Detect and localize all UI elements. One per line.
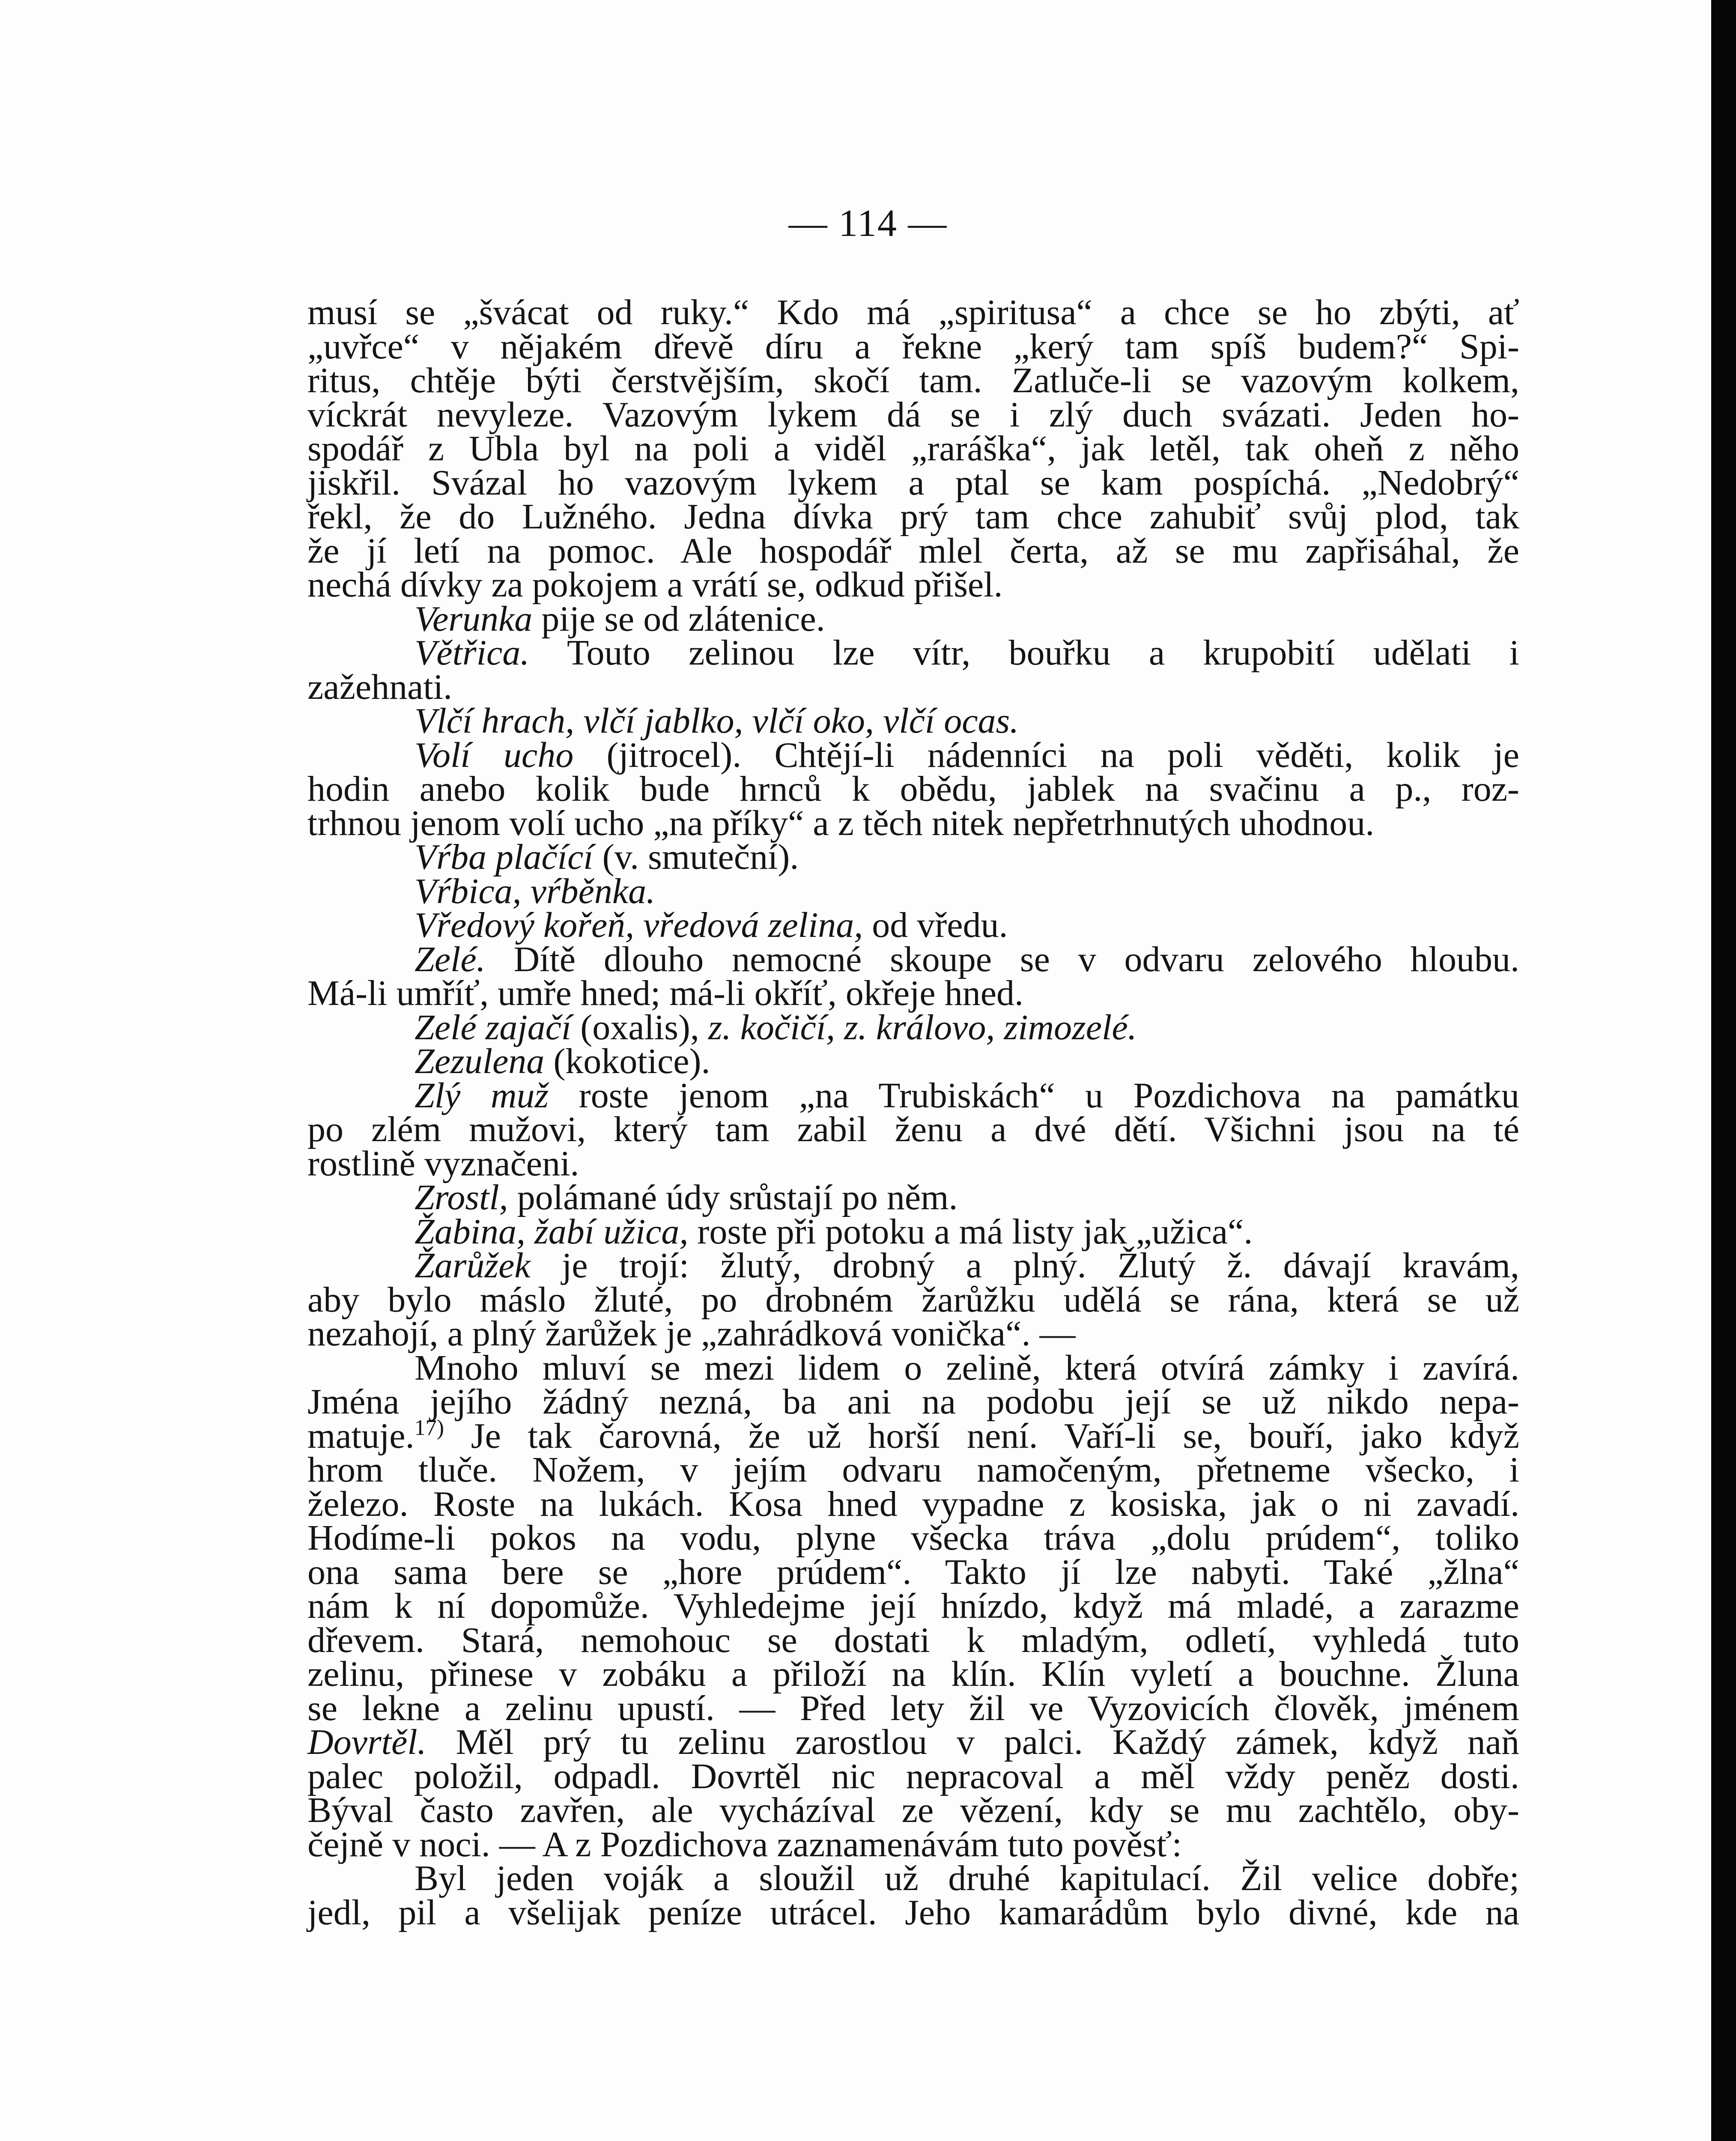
text-run: roste jenom „na Trubiskách“ u Pozdichova na památku: [549, 1075, 1519, 1115]
text-run: Byl jeden voják a sloužil už druhé kapitulací. Žil velice dobře;: [415, 1858, 1519, 1898]
text-run: matuje.: [307, 1416, 415, 1456]
italic-term: Vŕbica, vŕběnka.: [415, 871, 656, 911]
body-line: [307, 769, 1519, 809]
body-line: [307, 1314, 1519, 1354]
scan-edge-shadow: [1711, 0, 1736, 2141]
text-run: Jména jejího žádný nezná, ba ani na podobu její se už nikdo nepa-: [307, 1382, 1519, 1422]
body-line: [307, 1007, 1519, 1047]
italic-term: Zelé zajačí: [415, 1007, 572, 1047]
body-line: [307, 394, 1519, 435]
italic-term: Dovrtěl.: [307, 1722, 427, 1762]
body-line: [307, 1518, 1519, 1558]
body-line: [307, 599, 1519, 639]
body-line: [307, 1109, 1519, 1149]
text-run: rostlině vyznačeni.: [307, 1143, 579, 1184]
body-line: [307, 1143, 1519, 1184]
text-run: dřevem. Stará, nemohouc se dostati k mladým, odletí, vyhledá tuto: [307, 1620, 1519, 1660]
italic-term: Vředový kořeň, vředová zelina,: [415, 905, 863, 945]
body-line: [307, 973, 1519, 1013]
body-line: [307, 1211, 1519, 1252]
text-run: Mnoho mluví se mezi lidem o zelině, která otvírá zámky i zavírá.: [415, 1348, 1519, 1388]
body-line: [307, 1450, 1519, 1490]
body-line: [307, 1722, 1519, 1762]
body-line: [307, 1041, 1519, 1081]
body-line: [307, 837, 1519, 877]
text-run: nechá dívky za pokojem a vrátí se, odkud přišel.: [307, 565, 1003, 605]
text-run: Touto zelinou lze vítr, bouřku a krupobití udělati i: [529, 633, 1519, 673]
text-run: spodář z Ubla byl na poli a viděl „raráška“, jak letěl, tak oheň z něho: [307, 429, 1519, 468]
text-run: hodin anebo kolik bude hrnců k obědu, jablek na svačinu a p., roz-: [307, 769, 1519, 809]
main-text: [307, 292, 1519, 1932]
body-line: [307, 292, 1519, 332]
text-run: se lekne a zelinu upustí. — Před lety žil ve Vyzovicích člověk, jménem: [307, 1688, 1519, 1728]
text-run: jiskřil. Svázal ho vazovým lykem a ptal se kam pospíchá. „Nedobrý“: [307, 462, 1519, 503]
text-run: Hodíme-li pokos na vodu, plyne všecka tráva „dolu prúdem“, toliko: [307, 1518, 1519, 1558]
text-run: je trojí: žlutý, drobný a plný. Žlutý ž. dávají kravám,: [530, 1246, 1519, 1285]
italic-term: Vlčí hrach, vlčí jablko, vlčí oko, vlčí ocas.: [415, 701, 1019, 741]
text-run: Je tak čarovná, že už horší není. Vaří-li se, bouří, jako když: [444, 1416, 1519, 1456]
body-line: [307, 1279, 1519, 1320]
text-run: čejně v noci. — A z Pozdichova zaznamenávám tuto pověsť:: [307, 1824, 1182, 1864]
text-run: že jí letí na pomoc. Ale hospodář mlel čerta, až se mu zapřisáhal, že: [307, 531, 1519, 571]
text-run: po zlém mužovi, který tam zabil ženu a dvé dětí. Všichni jsou na té: [307, 1109, 1519, 1149]
body-line: [307, 1688, 1519, 1728]
italic-term: Žabina, žabí užica,: [415, 1211, 689, 1252]
body-line: [307, 735, 1519, 775]
text-run: (oxalis),: [571, 1007, 708, 1047]
body-line: [307, 871, 1519, 911]
body-line: [307, 1654, 1519, 1694]
italic-term: Zrostl,: [415, 1178, 508, 1217]
body-line: [307, 497, 1519, 537]
body-line: [307, 1824, 1519, 1864]
body-line: [307, 462, 1519, 503]
text-run: Dítě dlouho nemocné skoupe se v odvaru zelového hloubu.: [485, 939, 1519, 979]
text-run: ona sama bere se „hore prúdem“. Takto jí lze nabyti. Také „žlna“: [307, 1552, 1519, 1592]
body-line: [307, 1620, 1519, 1660]
body-line: [307, 1790, 1519, 1830]
text-run: aby bylo máslo žluté, po drobném žarůžku udělá se rána, která se už: [307, 1279, 1519, 1320]
text-run: Má-li umříť, umře hned; má-li okříť, okřeje hned.: [307, 973, 1024, 1013]
body-line: [307, 1858, 1519, 1898]
text-run: ritus, chtěje býti čerstvějším, skočí tam. Zatluče-li se vazovým kolkem,: [307, 361, 1519, 400]
page-number: — 114 —: [788, 202, 948, 245]
text-run: Býval často zavřen, ale vycházíval ze vězení, kdy se mu zachtělo, oby-: [307, 1790, 1519, 1830]
italic-term: Žarůžek: [415, 1246, 531, 1285]
text-run: roste při potoku a má listy jak „užica“.: [688, 1211, 1253, 1252]
italic-term: Zelé.: [415, 939, 486, 979]
body-line: [307, 326, 1519, 367]
text-run: víckrát nevyleze. Vazovým lykem dá se i zlý duch svázati. Jeden ho-: [307, 394, 1519, 435]
body-line: [307, 1178, 1519, 1217]
body-line: [307, 429, 1519, 468]
text-run: zažehnati.: [307, 667, 453, 707]
body-line: [307, 667, 1519, 707]
italic-term: Vŕba plačící: [415, 837, 594, 877]
body-line: [307, 1348, 1519, 1388]
body-line: [307, 565, 1519, 605]
text-run: řekl, že do Lužného. Jedna dívka prý tam chce zahubiť svůj plod, tak: [307, 497, 1519, 537]
body-line: [307, 1484, 1519, 1524]
text-run: (kokotice).: [544, 1041, 710, 1081]
italic-term: Zezulena: [415, 1041, 545, 1081]
text-run: železo. Roste na lukách. Kosa hned vypadne z kosiska, jak o ni zavadí.: [307, 1484, 1519, 1524]
text-run: Měl prý tu zelinu zarostlou v palci. Každý zámek, když naň: [426, 1722, 1519, 1762]
text-run: (v. smuteční).: [593, 837, 799, 877]
text-run: od vředu.: [863, 905, 1008, 945]
body-line: [307, 1415, 1519, 1456]
italic-term: Volí ucho: [415, 735, 574, 775]
body-line: [307, 1075, 1519, 1115]
body-line: [307, 905, 1519, 945]
italic-term: Verunka: [415, 599, 533, 639]
text-run: jedl, pil a všelijak peníze utrácel. Jeho kamarádům bylo divné, kde na: [307, 1892, 1519, 1932]
text-run: polámané údy srůstají po něm.: [508, 1178, 958, 1217]
italic-term: Větřica.: [415, 633, 530, 673]
body-line: [307, 803, 1519, 843]
body-line: [307, 531, 1519, 571]
body-line: [307, 1382, 1519, 1422]
italic-term: Zlý muž: [415, 1075, 549, 1115]
footnote-marker: 17): [414, 1415, 444, 1440]
text-run: pije se od zlátenice.: [532, 599, 825, 639]
text-run: „uvřce“ v nějakém dřevě díru a řekne „kerý tam spíš budem?“ Spi-: [307, 326, 1519, 367]
body-line: [307, 1552, 1519, 1592]
text-run: musí se „švácat od ruky.“ Kdo má „spiritusa“ a chce se ho zbýti, ať: [307, 292, 1519, 332]
text-run: hrom tluče. Nožem, v jejím odvaru namočeným, přetneme všecko, i: [307, 1450, 1519, 1490]
italic-term: z. kočičí, z. královo, zimozelé.: [708, 1007, 1137, 1047]
text-run: nám k ní dopomůže. Vyhledejme její hnízdo, když má mladé, a zarazme: [307, 1586, 1519, 1626]
body-line: [307, 1586, 1519, 1626]
text-run: nezahojí, a plný žarůžek je „zahrádková vonička“. —: [307, 1314, 1076, 1354]
body-line: [307, 939, 1519, 979]
text-run: palec položil, odpadl. Dovrtěl nic nepracoval a měl vždy peněz dosti.: [307, 1756, 1519, 1796]
text-run: (jitrocel). Chtějí-li nádenníci na poli věděti, kolik je: [573, 735, 1519, 775]
body-line: [307, 1756, 1519, 1796]
body-line: [307, 633, 1519, 673]
body-line: [307, 701, 1519, 741]
body-line: [307, 1246, 1519, 1285]
text-run: zelinu, přinese v zobáku a přiloží na klín. Klín vyletí a bouchne. Žluna: [307, 1654, 1519, 1694]
body-line: [307, 1892, 1519, 1932]
body-line: [307, 361, 1519, 400]
text-run: trhnou jenom volí ucho „na příky“ a z těch nitek nepřetrhnutých uhodnou.: [307, 803, 1375, 843]
